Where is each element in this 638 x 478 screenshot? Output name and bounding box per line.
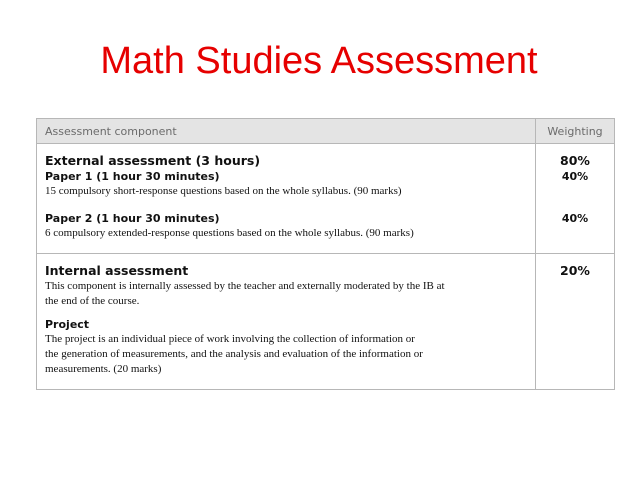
header-weighting: Weighting	[536, 119, 615, 144]
header-assessment-component: Assessment component	[37, 119, 536, 144]
internal-assessment-cell	[37, 254, 536, 390]
page-title: Math Studies Assessment	[100, 40, 538, 82]
external-assessment-title: External assessment (3 hours)	[45, 153, 261, 168]
internal-weighting-cell	[536, 254, 615, 390]
assessment-table	[36, 118, 615, 390]
paper2-description: 6 compulsory extended-response questions based on the whole syllabus. (90 marks)	[45, 227, 414, 239]
project-title: Project	[45, 318, 90, 331]
table-row-internal	[37, 254, 615, 390]
external-weighting-cell	[536, 144, 615, 254]
paper2-title: Paper 2 (1 hour 30 minutes)	[45, 212, 220, 225]
external-weighting: 80%	[560, 153, 590, 168]
table-header-row	[37, 119, 615, 144]
table-row-external	[37, 144, 615, 254]
paper1-weighting: 40%	[561, 170, 589, 183]
external-assessment-cell	[37, 144, 536, 254]
paper1-description: 15 compulsory short-response questions based on the whole syllabus. (90 marks)	[45, 185, 402, 197]
paper1-title: Paper 1 (1 hour 30 minutes)	[45, 170, 220, 183]
internal-description-line: the end of the course.	[45, 295, 140, 307]
internal-assessment-title: Internal assessment	[45, 263, 189, 278]
internal-description-line: This component is internally assessed by the teacher and externally moderated by the IB at	[45, 280, 445, 292]
internal-weighting: 20%	[560, 263, 590, 278]
project-description-line: The project is an individual piece of work involving the collection of information or	[45, 333, 415, 345]
project-description-line: the generation of measurements, and the analysis and evaluation of the information or	[45, 348, 423, 360]
paper2-weighting: 40%	[561, 212, 589, 225]
project-description-line: measurements. (20 marks)	[45, 363, 162, 375]
